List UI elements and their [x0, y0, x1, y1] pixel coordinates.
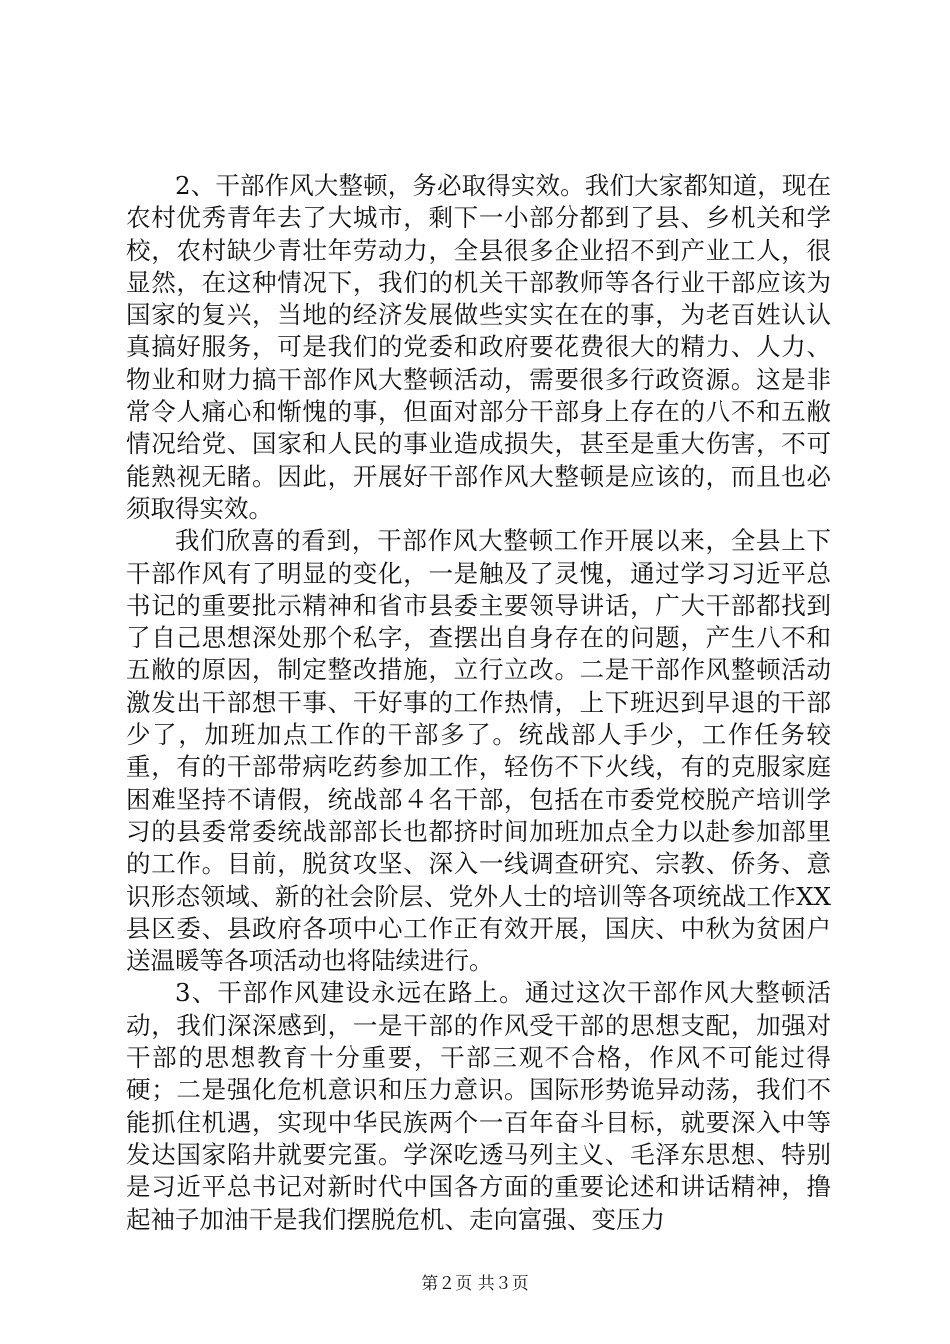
paragraph-changes-observed: 我们欣喜的看到，干部作风大整顿工作开展以来，全县上下干部作风有了明显的变化，一是触及了灵愧，通过学习习近平总书记的重要批示精神和省市县委主要领导讲话，广大干部都找到了自己思想深处那个私字，查摆出自身存在的问题，产生八不和五敝的原因，制定整改措施，立行立改。二是干部作风整顿活动激发出干部想干事、干好事的工作热情，上下班迟到早退的干部少了，加班加点工作的干部多了。统战部人手少，工作任务较重，有的干部带病吃药参加工作，轻伤不下火线，有的克服家庭困难坚持不请假，统战部４名干部，包括在市委党校脱产培训学习的县委常委统战部部长也都挤时间加班加点全力以赴参加部里的工作。目前，脱贫攻坚、深入一线调查研究、宗教、侨务、意识形态领域、新的社会阶层、党外人士的培训等各项统战工作XX县区委、县政府各项中心工作正有效开展，国庆、中秋为贫困户送温暖等各项活动也将陆续进行。	[126, 526, 831, 976]
document-body	[126, 170, 831, 1236]
page-footer	[0, 1273, 950, 1295]
paragraph-cadre-rectification: 2、干部作风大整顿，务必取得实效。我们大家都知道，现在农村优秀青年去了大城市，剩下一小部分都到了县、乡机关和学校，农村缺少青壮年劳动力，全县很多企业招不到产业工人，很显然，在这种情况下，我们的机关干部教师等各行业干部应该为国家的复兴，当地的经济发展做些实实在在的事，为老百姓认认真搞好服务，可是我们的党委和政府要花费很大的精力、人力、物业和财力搞干部作风大整顿活动，需要很多行政资源。这是非常令人痛心和惭愧的事，但面对部分干部身上存在的八不和五敝情况给党、国家和人民的事业造成损失，甚至是重大伤害，不可能熟视无睹。因此，开展好干部作风大整顿是应该的，而且也必须取得实效。	[126, 171, 831, 523]
page-number: 第２页 共３页	[421, 1274, 529, 1294]
paragraph-work-style-ongoing: 3、干部作风建设永远在路上。通过这次干部作风大整顿活动，我们深深感到，一是干部的作风受干部的思想支配，加强对干部的思想教育十分重要，干部三观不合格，作风不可能过得硬；二是强化危机意识和压力意识。国际形势诡异动荡，我们不能抓住机遇，实现中华民族两个一百年奋斗目标，就要深入中等发达国家陷井就要完蛋。学深吃透马列主义、毛泽东思想、特别是习近平总书记对新时代中国各方面的重要论述和讲话精神，撸起袖子加油干是我们摆脱危机、走向富强、变压力	[126, 978, 831, 1234]
